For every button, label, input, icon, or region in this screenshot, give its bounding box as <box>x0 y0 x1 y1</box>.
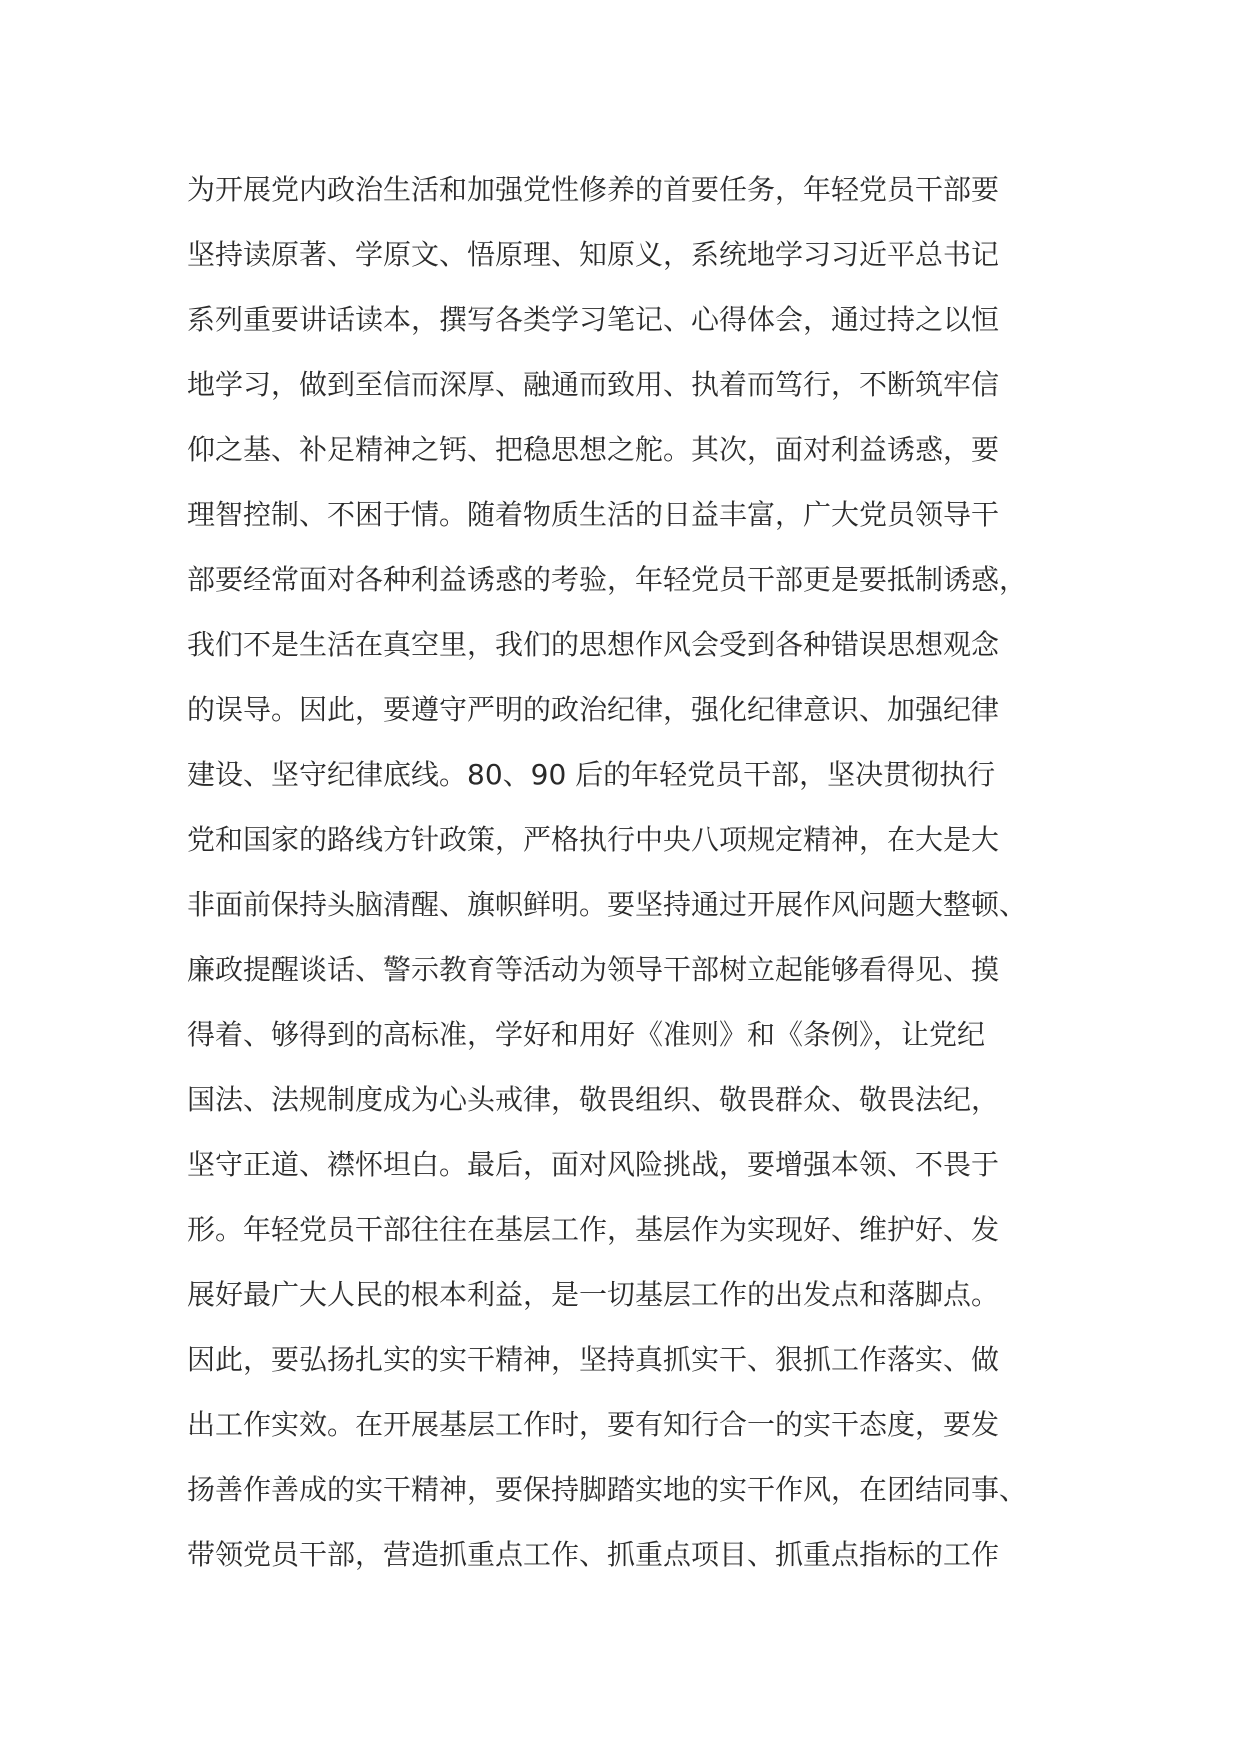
paragraph-line: 部要经常面对各种利益诱惑的考验，年轻党员干部更是要抵制诱惑， <box>187 563 1028 596</box>
paragraph-line: 出工作实效。在开展基层工作时，要有知行合一的实干态度，要发 <box>187 1408 1000 1441</box>
paragraph-line: 仰之基、补足精神之钙、把稳思想之舵。其次，面对利益诱惑，要 <box>187 433 1000 466</box>
paragraph-line: 系列重要讲话读本，撰写各类学习笔记、心得体会，通过持之以恒 <box>187 303 1000 336</box>
paragraph-line: 坚守正道、襟怀坦白。最后，面对风险挑战，要增强本领、不畏于 <box>187 1148 1000 1181</box>
paragraph-line: 廉政提醒谈话、警示教育等活动为领导干部树立起能够看得见、摸 <box>187 953 1000 986</box>
paragraph-line: 建设、坚守纪律底线。80、90 后的年轻党员干部，坚决贯彻执行 <box>187 758 996 791</box>
paragraph-line: 我们不是生活在真空里，我们的思想作风会受到各种错误思想观念 <box>187 628 1000 661</box>
paragraph-line: 党和国家的路线方针政策，严格执行中央八项规定精神，在大是大 <box>187 823 1000 856</box>
paragraph-line: 因此，要弘扬扎实的实干精神，坚持真抓实干、狠抓工作落实、做 <box>187 1343 1000 1376</box>
paragraph-line: 带领党员干部，营造抓重点工作、抓重点项目、抓重点指标的工作 <box>187 1538 1000 1571</box>
paragraph-line: 得着、够得到的高标准，学好和用好《准则》和《条例》，让党纪 <box>187 1018 986 1051</box>
paragraph-line: 地学习，做到至信而深厚、融通而致用、执着而笃行，不断筑牢信 <box>187 368 1000 401</box>
paragraph-line: 为开展党内政治生活和加强党性修养的首要任务，年轻党员干部要 <box>187 173 1000 206</box>
body-paragraph <box>187 170 1087 1600</box>
paragraph-line: 国法、法规制度成为心头戒律，敬畏组织、敬畏群众、敬畏法纪， <box>187 1083 1000 1116</box>
paragraph-line: 展好最广大人民的根本利益，是一切基层工作的出发点和落脚点。 <box>187 1278 1000 1311</box>
paragraph-line: 坚持读原著、学原文、悟原理、知原义，系统地学习习近平总书记 <box>187 238 1000 271</box>
paragraph-line: 理智控制、不困于情。随着物质生活的日益丰富，广大党员领导干 <box>187 498 1000 531</box>
paragraph-line: 扬善作善成的实干精神，要保持脚踏实地的实干作风，在团结同事、 <box>187 1473 1028 1506</box>
paragraph-line: 形。年轻党员干部往往在基层工作，基层作为实现好、维护好、发 <box>187 1213 1000 1246</box>
paragraph-line: 的误导。因此，要遵守严明的政治纪律，强化纪律意识、加强纪律 <box>187 693 1000 726</box>
paragraph-line: 非面前保持头脑清醒、旗帜鲜明。要坚持通过开展作风问题大整顿、 <box>187 888 1028 921</box>
